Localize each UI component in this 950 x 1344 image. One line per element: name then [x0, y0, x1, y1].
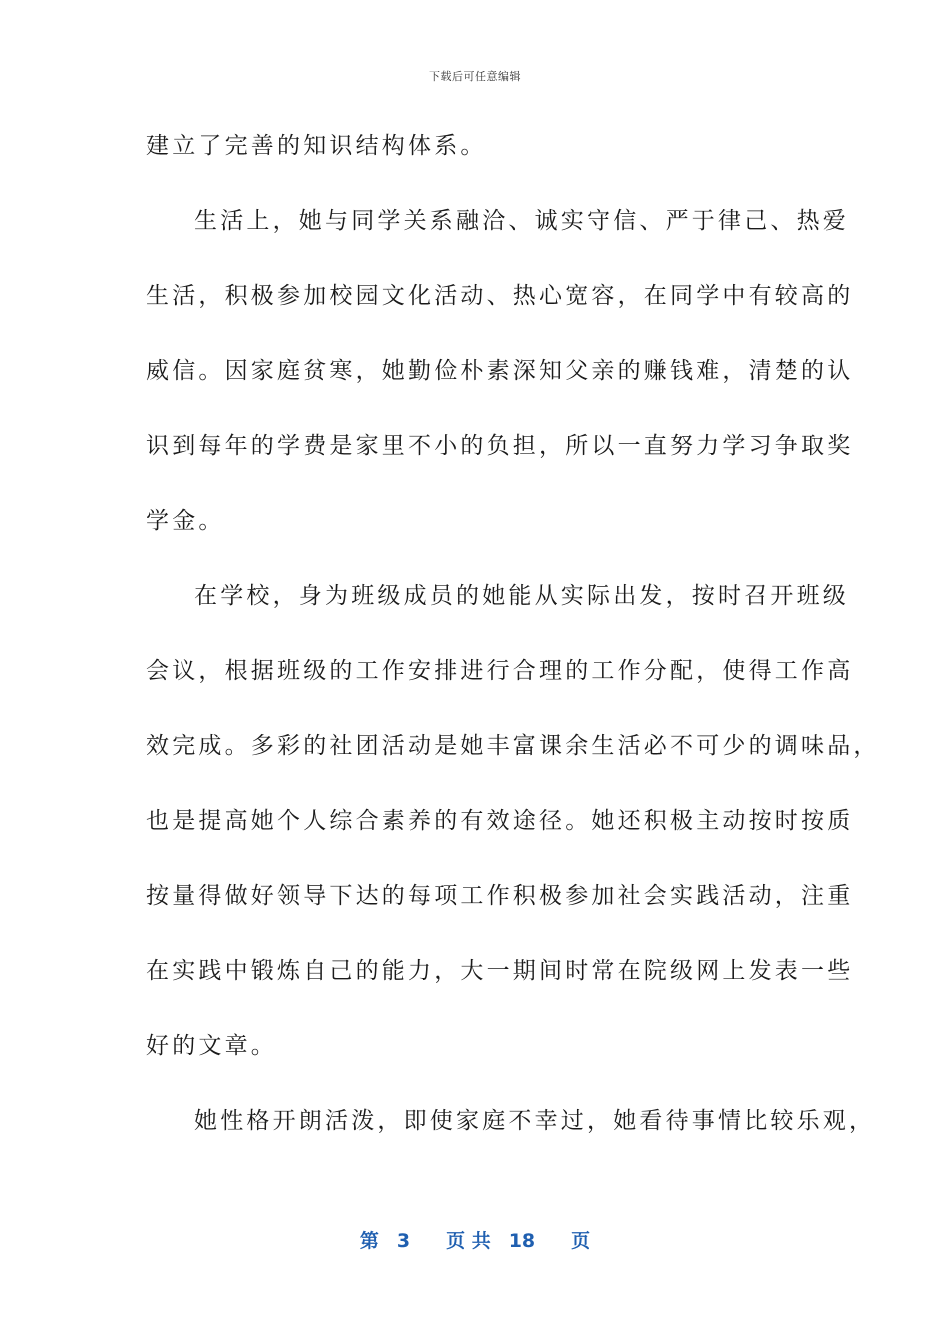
paragraph-line: 按量得做好领导下达的每项工作积极参加社会实践活动，注重	[146, 883, 854, 909]
footer-current-page: 3	[396, 1230, 411, 1252]
paragraph-line: 在实践中锻炼自己的能力，大一期间时常在院级网上发表一些	[146, 958, 854, 984]
paragraph-line: 生活上，她与同学关系融洽、诚实守信、严于律己、热爱	[194, 208, 849, 234]
footer-suffix: 页	[571, 1230, 591, 1252]
paragraph-line: 好的文章。	[146, 1033, 277, 1059]
page-header-note: 下载后可任意编辑	[429, 70, 521, 83]
paragraph-line: 生活，积极参加校园文化活动、热心宽容，在同学中有较高的	[146, 283, 854, 309]
footer-prefix: 第	[359, 1230, 379, 1252]
paragraph-line: 会议，根据班级的工作安排进行合理的工作分配，使得工作高	[146, 658, 854, 684]
paragraph-line: 学金。	[146, 508, 225, 534]
paragraph-line: 也是提高她个人综合素养的有效途径。她还积极主动按时按质	[146, 808, 854, 834]
footer-total-pages: 18	[508, 1230, 536, 1252]
footer-middle: 页 共	[446, 1230, 491, 1252]
paragraph-line: 效完成。多彩的社团活动是她丰富课余生活必不可少的调味品，	[146, 733, 880, 759]
paragraph-line: 她性格开朗活泼，即使家庭不幸过，她看待事情比较乐观，	[194, 1108, 876, 1134]
paragraph-line: 建立了完善的知识结构体系。	[146, 133, 487, 159]
paragraph-line: 威信。因家庭贫寒，她勤俭朴素深知父亲的赚钱难，清楚的认	[146, 358, 854, 384]
paragraph-line: 识到每年的学费是家里不小的负担，所以一直努力学习争取奖	[146, 433, 854, 459]
page-footer	[0, 1226, 950, 1253]
document-body	[146, 124, 880, 1174]
paragraph-line: 在学校，身为班级成员的她能从实际出发，按时召开班级	[194, 583, 849, 609]
